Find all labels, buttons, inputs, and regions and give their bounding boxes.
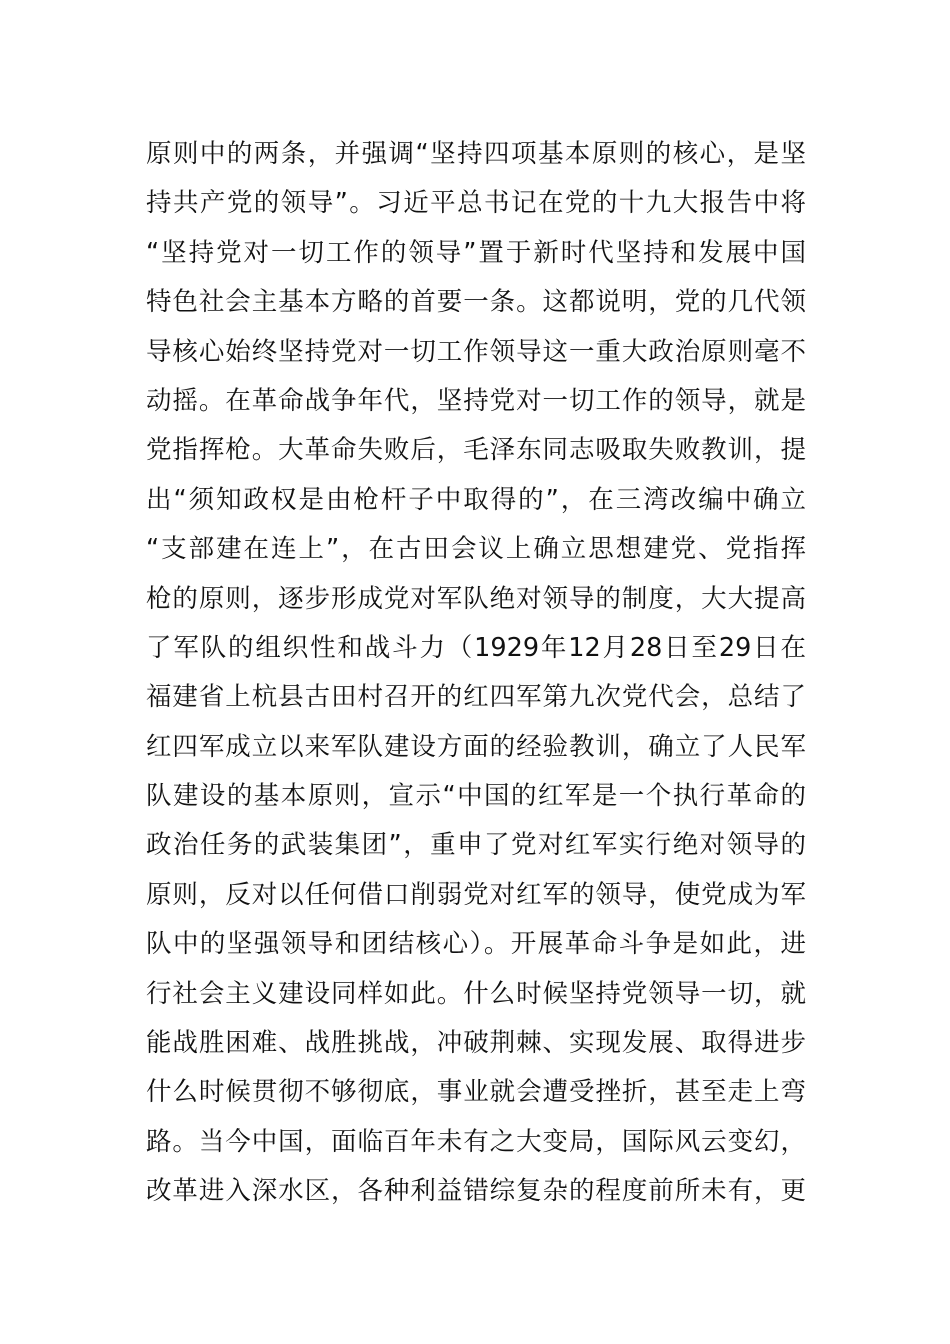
text-line: 能战胜困难、战胜挑战，冲破荆棘、实现发展、取得进步 (146, 1028, 806, 1059)
text-line: 导核心始终坚持党对一切工作领导这一重大政治原则毫不 (146, 336, 806, 367)
text-line: 行社会主义建设同样如此。什么时候坚持党领导一切，就 (146, 978, 806, 1009)
text-line: 出“须知政权是由枪杆子中取得的”，在三湾改编中确立 (146, 484, 806, 515)
text-line: 党指挥枪。大革命失败后，毛泽东同志吸取失败教训，提 (146, 435, 806, 466)
body-paragraph (146, 130, 806, 1217)
text-line: 队中的坚强领导和团结核心）。开展革命斗争是如此，进 (146, 929, 806, 960)
text-line: 原则，反对以任何借口削弱党对红军的领导，使党成为军 (146, 879, 806, 910)
text-line: 路。当今中国，面临百年未有之大变局，国际风云变幻， (146, 1126, 806, 1157)
text-line: 持共产党的领导”。习近平总书记在党的十九大报告中将 (146, 188, 806, 219)
text-line: 福建省上杭县古田村召开的红四军第九次党代会，总结了 (146, 682, 806, 713)
text-line: 政治任务的武装集团”，重申了党对红军实行绝对领导的 (146, 830, 806, 861)
text-line: 动摇。在革命战争年代，坚持党对一切工作的领导，就是 (146, 385, 806, 416)
text-line: 改革进入深水区，各种利益错综复杂的程度前所未有，更 (146, 1176, 806, 1207)
text-line: 了军队的组织性和战斗力（1929年12月28日至29日在 (146, 632, 806, 663)
text-line: 特色社会主基本方略的首要一条。这都说明，党的几代领 (146, 287, 806, 318)
text-line: 枪的原则，逐步形成党对军队绝对领导的制度，大大提高 (146, 583, 806, 614)
text-line: 队建设的基本原则，宣示“中国的红军是一个执行革命的 (146, 781, 806, 812)
text-line: 红四军成立以来军队建设方面的经验教训，确立了人民军 (146, 731, 806, 762)
text-line: 什么时候贯彻不够彻底，事业就会遭受挫折，甚至走上弯 (146, 1077, 806, 1108)
text-line: “支部建在连上”，在古田会议上确立思想建党、党指挥 (146, 534, 806, 565)
text-line: “坚持党对一切工作的领导”置于新时代坚持和发展中国 (146, 237, 806, 268)
text-line: 原则中的两条，并强调“坚持四项基本原则的核心，是坚 (146, 139, 806, 169)
